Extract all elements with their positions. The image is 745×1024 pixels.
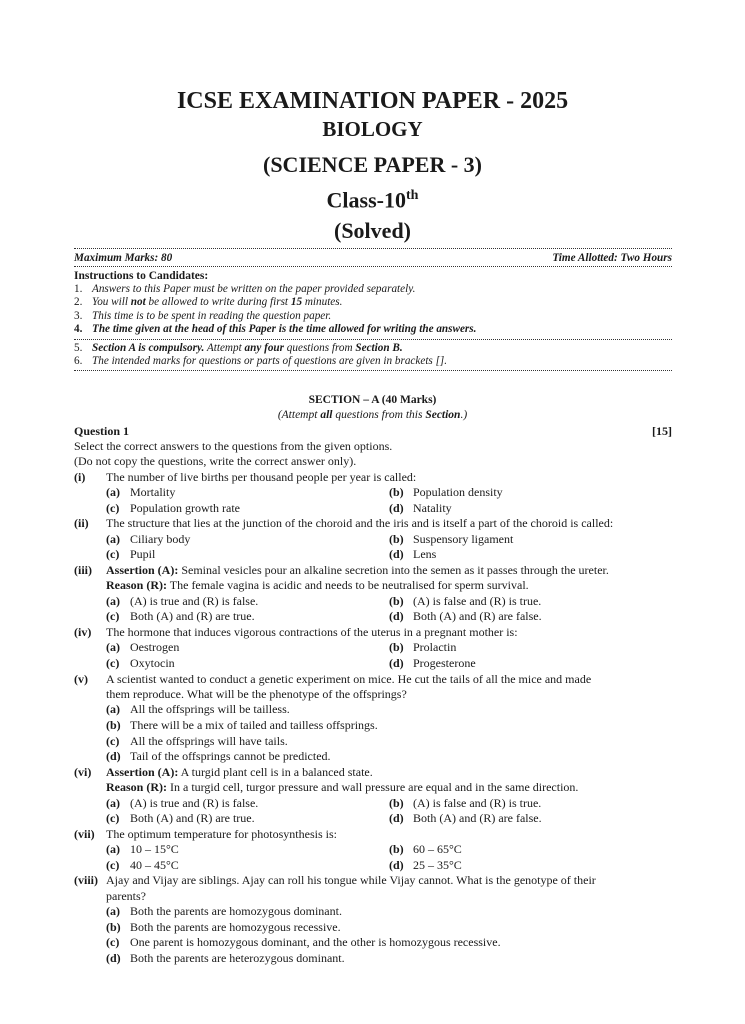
option: (a) Oestrogen — [106, 640, 180, 655]
option: (d) Lens — [389, 547, 437, 562]
question-label: Question 1 — [74, 424, 130, 438]
option: (b) (A) is false and (R) is true. — [389, 795, 542, 810]
option: (c) Pupil — [106, 547, 156, 562]
section-a-header — [0, 393, 745, 422]
option: (b) Population density — [389, 485, 503, 500]
option: (c) One parent is homozygous dominant, and the other is homozygous recessive. — [106, 935, 501, 950]
options — [74, 485, 672, 516]
question-header — [74, 424, 672, 439]
marks-time-row — [74, 249, 672, 266]
section-subheading: (Attempt all questions from this Section.) — [277, 409, 468, 421]
option: (c) 40 – 45°C — [106, 857, 179, 872]
options — [74, 842, 672, 873]
instruction-1: 1. Answers to this Paper must be written on the paper provided separately. — [74, 283, 416, 295]
instruction-5: 5. Section A is compulsory. Attempt any four questions from Section B. — [74, 341, 403, 354]
option: (b) (A) is false and (R) is true. — [389, 593, 542, 608]
reason-line: Reason (R): In a turgid cell, turgor pressure and wall pressure are equal and in the same direction. — [106, 780, 579, 795]
option: (d) 25 – 35°C — [389, 857, 462, 872]
option: (b) Prolactin — [389, 640, 457, 655]
option: (b) Suspensory ligament — [389, 531, 514, 546]
option: (b) 60 – 65°C — [389, 842, 462, 857]
paper-meta — [74, 248, 672, 371]
option: (c) Both (A) and (R) are true. — [106, 811, 255, 826]
question-note: (Do not copy the questions, write the correct answer only). — [74, 454, 357, 469]
option: (a) 10 – 15°C — [106, 842, 179, 857]
instruction-6: 6. The intended marks for questions or parts of questions are given in brackets []. — [74, 355, 448, 368]
question-1 — [74, 424, 672, 967]
sub-question: (v) A scientist wanted to conduct a genetic experiment on mice. He cut the tails of all the mice and made — [74, 671, 592, 686]
option: (d) Both (A) and (R) are false. — [389, 811, 542, 826]
option: (a) Mortality — [106, 485, 176, 500]
section-heading: SECTION – A (40 Marks) — [308, 394, 437, 406]
sub-question: (ii) The structure that lies at the junction of the choroid and the iris and is itself a part of the choroid is called: — [74, 516, 614, 531]
option: (d) Progesterone — [389, 656, 476, 670]
option: (a) (A) is true and (R) is false. — [106, 795, 259, 810]
options — [74, 796, 672, 827]
paper-title: ICSE EXAMINATION PAPER - 2025 — [176, 88, 569, 114]
option: (c) All the offsprings will have tails. — [106, 733, 288, 748]
option: (c) Population growth rate — [106, 500, 240, 515]
sub-question: (iv) The hormone that induces vigorous contractions of the uterus in a pregnant mother is: — [74, 625, 518, 639]
subject-title: BIOLOGY — [322, 117, 423, 141]
option: (a) All the offsprings will be tailless. — [106, 702, 290, 717]
option: (c) Both (A) and (R) are true. — [106, 609, 255, 624]
options — [74, 904, 672, 966]
option: (c) Oxytocin — [106, 656, 175, 670]
divider — [74, 266, 672, 267]
options — [74, 594, 672, 625]
option: (a) Ciliary body — [106, 531, 191, 546]
instruction-4: 4. The time given at the head of this Paper is the time allowed for writing the answers. — [74, 323, 477, 336]
paper-header — [0, 86, 745, 247]
option: (d) Tail of the offsprings cannot be predicted. — [106, 749, 331, 764]
question-marks: [15] — [652, 424, 672, 438]
sub-question: (viii) Ajay and Vijay are siblings. Ajay can roll his tongue while Vijay cannot. What is the genotype of their — [74, 873, 596, 888]
sub-question: (i) The number of live births per thousand people per year is called: — [74, 469, 417, 484]
sub-question: (vi) Assertion (A): A turgid plant cell is in a balanced state. — [74, 764, 373, 779]
instruction-2: 2. You will not be allowed to write during first 15 minutes. — [74, 296, 343, 309]
sub-question: (vii) The optimum temperature for photosynthesis is: — [74, 826, 337, 841]
option: (b) There will be a mix of tailed and tailless offsprings. — [106, 718, 378, 732]
options — [74, 702, 672, 764]
sub-question-continued: them reproduce. What will be the phenotype of the offsprings? — [106, 687, 407, 701]
max-marks: Maximum Marks: 80 — [74, 252, 173, 264]
sub-question-continued: parents? — [106, 888, 146, 903]
paper-number: (SCIENCE PAPER - 3) — [263, 152, 482, 177]
option: (d) Both the parents are heterozygous dominant. — [106, 950, 345, 965]
options — [74, 640, 672, 671]
options — [74, 532, 672, 563]
instructions-title: Instructions to Candidates: — [74, 270, 209, 282]
question-intro: Select the correct answers to the questions from the given options. — [74, 439, 393, 453]
reason-line: Reason (R): The female vagina is acidic and needs to be neutralised for sperm survival. — [106, 578, 529, 593]
divider — [74, 339, 672, 340]
solved-label: (Solved) — [334, 218, 411, 244]
option: (a) Both the parents are homozygous dominant. — [106, 904, 342, 919]
sub-question: (iii) Assertion (A): Seminal vesicles pour an alkaline secretion into the semen as it passes through the ureter. — [74, 563, 609, 577]
option: (d) Both (A) and (R) are false. — [389, 609, 542, 624]
time-allotted: Time Allotted: Two Hours — [552, 252, 672, 264]
option: (d) Natality — [389, 500, 452, 515]
class-label: Class-10th — [326, 187, 419, 213]
instruction-3: 3. This time is to be spent in reading the question paper. — [74, 309, 332, 322]
divider — [74, 370, 672, 371]
option: (b) Both the parents are homozygous recessive. — [106, 919, 341, 934]
option: (a) (A) is true and (R) is false. — [106, 593, 259, 608]
